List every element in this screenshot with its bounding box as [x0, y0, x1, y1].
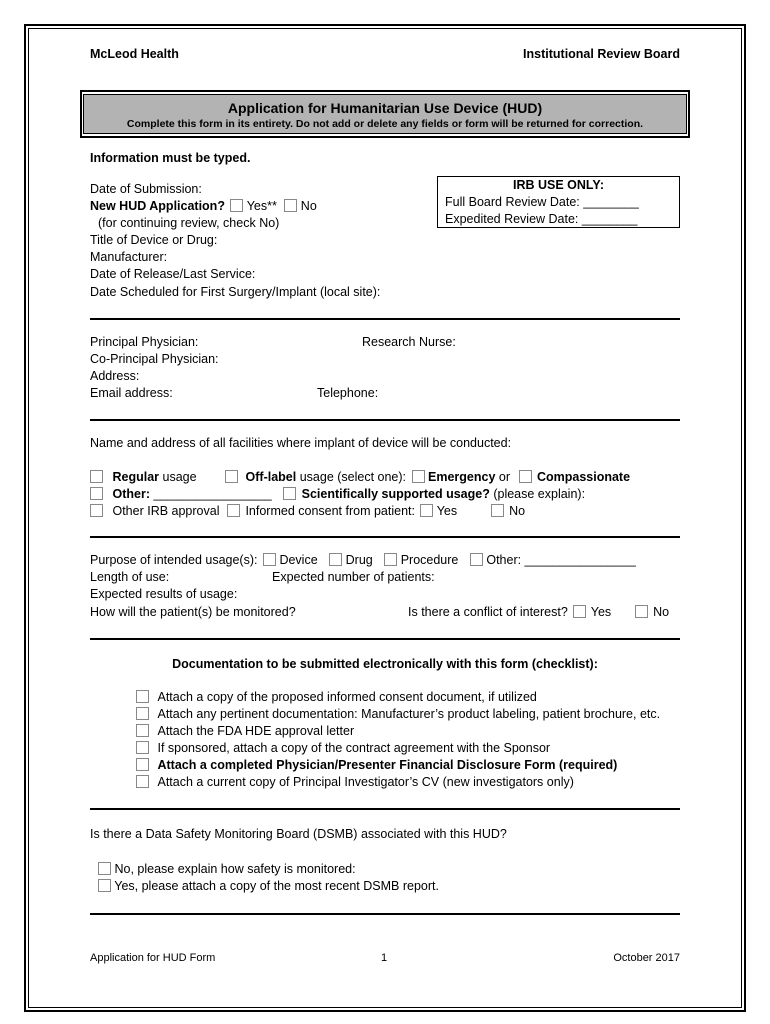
other-usage-label: Other:: [112, 487, 150, 501]
documentation-heading: Documentation to be submitted electronically with this form (checklist):: [172, 657, 598, 671]
divider: [90, 419, 680, 421]
divider: [90, 913, 680, 915]
conflict-no-checkbox[interactable]: [635, 605, 648, 618]
irb-heading: IRB USE ONLY:: [513, 178, 604, 192]
expected-results-label: Expected results of usage:: [90, 587, 238, 601]
conflict-no-label: No: [653, 605, 670, 619]
continuing-note: (for continuing review, check No): [98, 216, 280, 230]
co-principal-label: Co-Principal Physician:: [90, 352, 219, 366]
offlabel-usage-checkbox[interactable]: [225, 470, 238, 483]
drug-label: Drug: [345, 553, 373, 567]
procedure-label: Procedure: [400, 553, 459, 567]
compassionate-checkbox[interactable]: [519, 470, 532, 483]
date-submission-label: Date of Submission:: [90, 182, 202, 196]
footer-form-name: Application for HUD Form: [90, 952, 216, 964]
org-name: McLeod Health: [90, 47, 179, 61]
checklist-checkbox[interactable]: [136, 724, 149, 737]
regular-usage-text: usage: [159, 470, 197, 484]
offlabel-text: usage (select one):: [296, 470, 407, 484]
other-purpose-checkbox[interactable]: [470, 553, 483, 566]
checklist-item-label: Attach any pertinent documentation: Manufacturer’s product labeling, patient brochure, etc.: [157, 707, 661, 721]
consent-yes-checkbox[interactable]: [420, 504, 433, 517]
offlabel-bold: Off-label: [245, 470, 297, 484]
checklist-checkbox[interactable]: [136, 758, 149, 771]
dsmb-yes-label: Yes, please attach a copy of the most recent DSMB report.: [114, 879, 439, 893]
scientific-usage-bold: Scientifically supported usage?: [301, 487, 490, 501]
scientific-usage-text: (please explain):: [489, 487, 586, 501]
checklist-item: [136, 740, 550, 757]
dsmb-yes-option: [98, 878, 439, 895]
other-irb-label: Other IRB approval: [112, 504, 220, 518]
footer-page-number: 1: [381, 952, 388, 964]
checklist-item: [136, 706, 660, 723]
scientific-usage-checkbox[interactable]: [283, 487, 296, 500]
release-date-label: Date of Release/Last Service:: [90, 267, 256, 281]
device-checkbox[interactable]: [263, 553, 276, 566]
research-nurse-label: Research Nurse:: [362, 335, 456, 349]
divider: [90, 536, 680, 538]
purpose-label: Purpose of intended usage(s):: [90, 553, 258, 567]
form-title: Application for Humanitarian Use Device (HUD): [227, 100, 543, 116]
conflict-row: [408, 604, 669, 621]
checklist-item: [136, 757, 617, 774]
divider: [90, 318, 680, 320]
emergency-text: or: [495, 470, 510, 484]
device-label: Device: [279, 553, 318, 567]
informed-consent-checkbox[interactable]: [227, 504, 240, 517]
checklist-checkbox[interactable]: [136, 690, 149, 703]
email-label: Email address:: [90, 386, 173, 400]
compassionate-label: Compassionate: [536, 470, 631, 484]
divider: [90, 808, 680, 810]
regular-usage-checkbox[interactable]: [90, 470, 103, 483]
checklist-item-label: Attach a completed Physician/Presenter Financial Disclosure Form (required): [157, 758, 618, 772]
informed-consent-label: Informed consent from patient:: [245, 504, 415, 518]
dsmb-no-option: [98, 861, 356, 878]
principal-physician-label: Principal Physician:: [90, 335, 199, 349]
telephone-label: Telephone:: [317, 386, 379, 400]
emergency-bold: Emergency: [428, 470, 496, 484]
dsmb-no-checkbox[interactable]: [98, 862, 111, 875]
checklist-checkbox[interactable]: [136, 707, 149, 720]
irb-full-board-date: Full Board Review Date: ________: [445, 195, 639, 209]
checklist-item-label: Attach the FDA HDE approval letter: [157, 724, 355, 738]
checklist-item: [136, 774, 574, 791]
usage-row-1: [90, 469, 630, 486]
dsmb-question: Is there a Data Safety Monitoring Board (DSMB) associated with this HUD?: [90, 827, 507, 841]
purpose-row: [90, 552, 636, 569]
title-device-label: Title of Device or Drug:: [90, 233, 218, 247]
consent-no-label: No: [509, 504, 526, 518]
expected-patients-label: Expected number of patients:: [272, 570, 435, 584]
checklist-checkbox[interactable]: [136, 775, 149, 788]
other-usage-line: _________________: [149, 487, 272, 501]
board-name: Institutional Review Board: [523, 47, 680, 61]
other-usage-checkbox[interactable]: [90, 487, 103, 500]
regular-usage-bold: Regular: [112, 470, 160, 484]
consent-no-checkbox[interactable]: [491, 504, 504, 517]
procedure-checkbox[interactable]: [384, 553, 397, 566]
first-surgery-label: Date Scheduled for First Surgery/Implant (local site):: [90, 285, 381, 299]
conflict-yes-checkbox[interactable]: [573, 605, 586, 618]
checklist-item-label: If sponsored, attach a copy of the contract agreement with the Sponsor: [157, 741, 551, 755]
checklist-item-label: Attach a copy of the proposed informed consent document, if utilized: [157, 690, 537, 704]
new-hud-yes-label: Yes**: [246, 199, 277, 213]
irb-expedited-date: Expedited Review Date: ________: [445, 212, 638, 226]
checklist-item: [136, 723, 354, 740]
conflict-label: Is there a conflict of interest?: [408, 605, 568, 619]
dsmb-yes-checkbox[interactable]: [98, 879, 111, 892]
new-hud-yes-checkbox[interactable]: [230, 199, 243, 212]
monitored-label: How will the patient(s) be monitored?: [90, 605, 296, 619]
consent-yes-label: Yes: [436, 504, 458, 518]
new-hud-no-checkbox[interactable]: [284, 199, 297, 212]
form-instructions: Complete this form in its entirety. Do not add or delete any fields or form will be returned for correction.: [126, 118, 644, 130]
other-purpose-label: Other: ________________: [486, 553, 636, 567]
usage-row-2: [90, 486, 585, 503]
new-hud-no-label: No: [300, 199, 317, 213]
emergency-checkbox[interactable]: [412, 470, 425, 483]
new-hud-row: [90, 198, 317, 215]
drug-checkbox[interactable]: [329, 553, 342, 566]
length-of-use-label: Length of use:: [90, 570, 170, 584]
checklist-item-label: Attach a current copy of Principal Investigator’s CV (new investigators only): [157, 775, 574, 789]
typed-notice: Information must be typed.: [90, 151, 251, 165]
checklist-item: [136, 689, 537, 706]
checklist-checkbox[interactable]: [136, 741, 149, 754]
address-label: Address:: [90, 369, 140, 383]
manufacturer-label: Manufacturer:: [90, 250, 168, 264]
divider: [90, 638, 680, 640]
conflict-yes-label: Yes: [590, 605, 612, 619]
facilities-label: Name and address of all facilities where implant of device will be conducted:: [90, 436, 512, 450]
dsmb-no-label: No, please explain how safety is monitored:: [114, 862, 356, 876]
footer-date: October 2017: [613, 952, 680, 964]
new-hud-label: New HUD Application?: [90, 199, 225, 213]
usage-row-3: [90, 503, 525, 520]
other-irb-checkbox[interactable]: [90, 504, 103, 517]
